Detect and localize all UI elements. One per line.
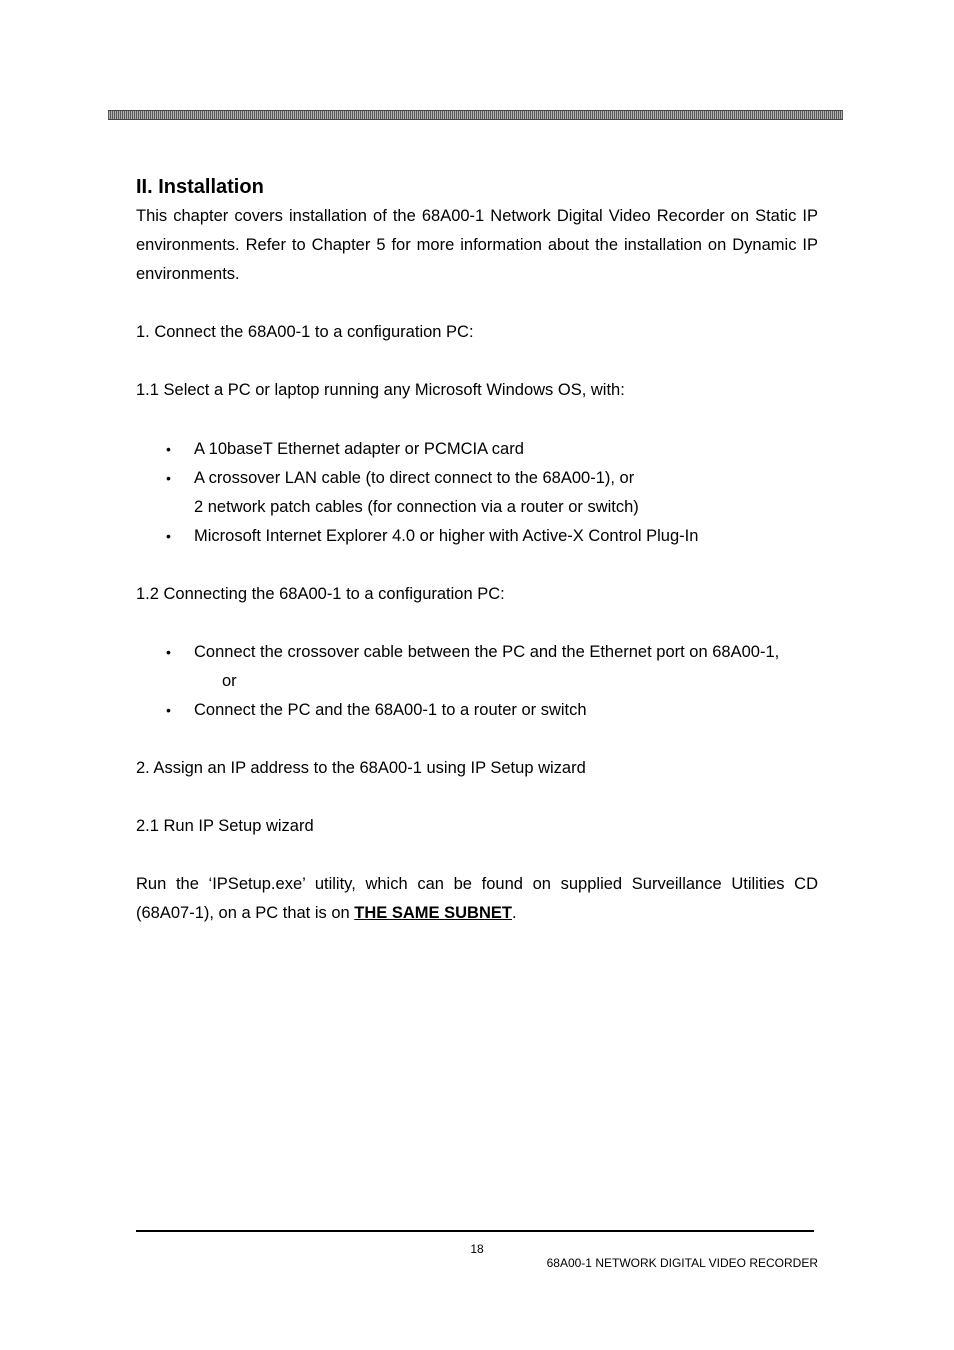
list-item: • A 10baseT Ethernet adapter or PCMCIA card <box>136 435 818 464</box>
step1-heading: 1. Connect the 68A00-1 to a configuration PC: <box>136 323 474 341</box>
run-paragraph: Run the ‘IPSetup.exe’ utility, which can be found on supplied Surveillance Utilities CD (68A07-1), on a PC that is on THE SAME SUBNET. <box>136 875 818 922</box>
connection-list <box>136 638 818 725</box>
intro-paragraph: This chapter covers installation of the 68A00-1 Network Digital Video Recorder on Static IP environments. Refer to Chapter 5 for more information about the installation on Dynamic IP environments. <box>136 207 818 283</box>
header-band <box>108 110 843 120</box>
bullet-icon: • <box>166 470 171 486</box>
list-item: • Connect the PC and the 68A00-1 to a router or switch <box>136 696 818 725</box>
page-number: 18 <box>470 1242 484 1256</box>
step2-heading: 2. Assign an IP address to the 68A00-1 using IP Setup wizard <box>136 759 586 777</box>
step1-1-heading: 1.1 Select a PC or laptop running any Microsoft Windows OS, with: <box>136 381 625 399</box>
page-content <box>136 172 818 928</box>
requirements-list <box>136 435 818 551</box>
bullet-icon: • <box>166 441 171 457</box>
bullet-icon: • <box>166 644 171 660</box>
footer-doc-title: 68A00-1 NETWORK DIGITAL VIDEO RECORDER <box>546 1256 818 1270</box>
bullet-icon: • <box>166 528 171 544</box>
step2-1-heading: 2.1 Run IP Setup wizard <box>136 817 314 835</box>
same-subnet-emphasis: THE SAME SUBNET <box>354 904 512 922</box>
footer-rule <box>136 1230 814 1232</box>
step1-2-heading: 1.2 Connecting the 68A00-1 to a configuration PC: <box>136 585 505 603</box>
list-item: • Microsoft Internet Explorer 4.0 or higher with Active-X Control Plug-In <box>136 522 818 551</box>
list-item: • A crossover LAN cable (to direct connect to the 68A00-1), or 2 network patch cables (for connection via a router or switch) <box>136 464 818 522</box>
bullet-icon: • <box>166 702 171 718</box>
section-title: II. Installation <box>136 176 264 198</box>
list-item: • Connect the crossover cable between the PC and the Ethernet port on 68A00-1, or <box>136 638 828 696</box>
